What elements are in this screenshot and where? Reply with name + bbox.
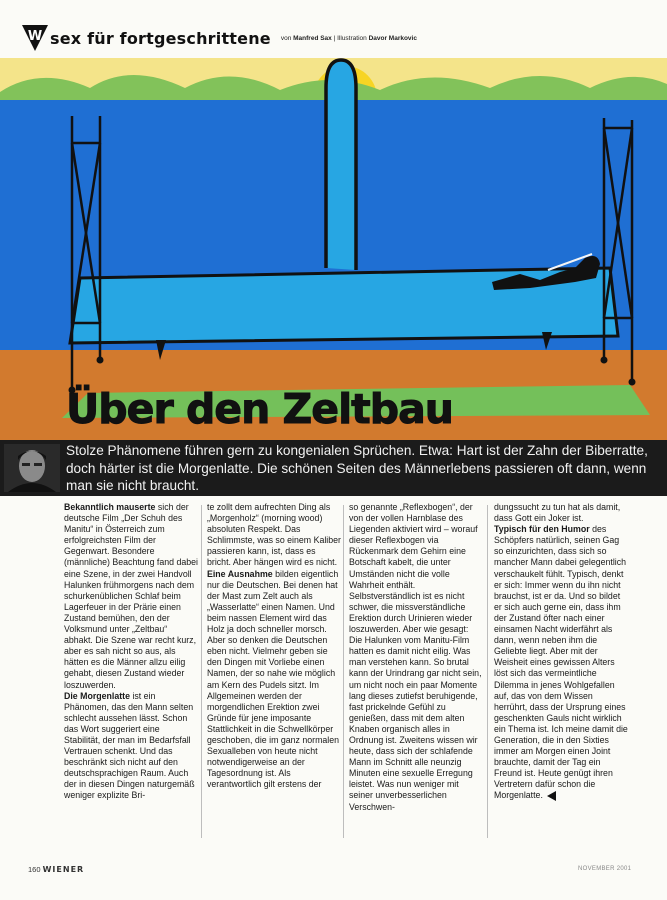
paragraph-lead: Die Morgenlatte <box>64 690 130 701</box>
paragraph-text: des Schöpfers natürlich, seinen Gag so einzurichten, dass sich so mancher Mann dabei gelegentlich verschaukelt fühlt. Typisch, denkt er sich: Immer wenn du ihn nicht brauchst, ist er da. Und so bildet er sich auch gerne ein, dass ihm der Zustand öfter nach einer einsamen Nacht widerfährt als dann, wenn neben ihm die Geliebte liegt. Aber mit der Weisheit eines gewissen Alters löst sich das vermeintliche Dilemma in jenes Wohlgefallen auf, das von dem Wissen herrührt, dass der Ursprung eines geschenkten Gauls nicht wirklich ein Thema ist. Ich meine damit die Generation, die in den Sixties immer am Morgen einen Joint brauchte, damit der Tag ein Freund ist. Heute genügt ihren Vertretern dafür schon die Morgenlatte. <box>494 524 628 801</box>
illustration-bed-scene <box>0 58 667 440</box>
credit-by-label: von <box>280 34 292 42</box>
rubric-header <box>22 24 417 52</box>
column-rule <box>201 505 202 838</box>
deck-text: Stolze Phänomene führen gern zu kongenialen Sprüchen. Etwa: Hart ist der Zahn der Biberratte, doch härter ist die Morgenlatte. Die schönen Seiten des Männerlebens passieren oft dann, wenn man sie nicht braucht. <box>66 443 648 493</box>
paragraph-text: bilden eigentlich nur die Deutschen. Bei denen hat der Mast zum Zelt auch als „Wasserlatte“ einen Namen. Und beim nassen Element wird das Holz ja doch schneller morsch. Aber so denken die Deutschen eben nicht. Vielmehr geben sie den Dingen mit Vorliebe einen Namen, der so nahe wie möglich am Kern des Pudels sitzt. Im Allgemeinen werden der morgendlichen Erektion zwei Gründe für jene imposante Stattlichkeit in die Schwellkörper geschoben, die im ganz normalen Sexualleben von heute nicht notwendigerweise an der Tagesordnung ist. Als verantwortlich gilt erstens der <box>207 568 340 790</box>
column-rule <box>487 505 488 838</box>
paragraph <box>64 691 198 802</box>
paragraph-lead: Typisch für den Humor <box>494 524 590 535</box>
column-rule <box>343 505 344 838</box>
tent-pole <box>326 60 356 270</box>
paragraph-lead: Bekanntlich mauserte <box>64 502 156 512</box>
headline: Über den Zeltbau <box>66 385 453 433</box>
paragraph <box>207 502 341 569</box>
paragraph-text: Selbstverständlich ist es nicht schwer, die missverständliche Erektion durch Urinieren wieder loszuwerden. Aber wie gesagt: Die Halunken vom Manitu-Film hatten es damit nicht eilig. Was man verstehen kann. So brutal kann der Urindrang gar nicht sein, um nicht noch ein paar Momente lang dieses zutiefst beruhigende, fast prickelnde Gefühl zu genießen, dass mit dem alten Knaben organisch alles in Ordnung ist. Zweitens wissen wir heute, dass sich der schlafende Mann im Schnitt alle neunzig Minuten eine sexuelle Erregung leistet. Was nun weniger mit seiner unverbesserlichen Verschwen- <box>349 590 482 812</box>
paragraph-lead: Eine Ausnahme <box>207 568 273 579</box>
illustrator-name: Davor Markovic <box>368 34 417 42</box>
paragraph <box>494 524 628 801</box>
page-number: 160 <box>28 865 41 874</box>
w-logo-icon <box>22 25 48 51</box>
body-column-4 <box>494 502 628 802</box>
svg-text:W: W <box>27 29 43 44</box>
author-portrait <box>4 444 60 492</box>
body-column-3 <box>349 502 483 813</box>
paragraph-text: so genannte „Reflexbogen“, der von der vollen Harnblase des Liegenden aktiviert wird – worauf dieser Reflexbogen via Rückenmark dem Gehirn eine Botschaft kabelt, die unter Umständen nicht die volle Wahrheit enthält. <box>349 502 478 590</box>
credit-separator: | <box>333 34 336 42</box>
body-column-2 <box>207 502 341 790</box>
paragraph <box>64 502 198 691</box>
paragraph-text: dungssucht zu tun hat als damit, dass Gott ein Joker ist. <box>494 502 621 524</box>
paragraph-text: ist ein Phänomen, das den Mann selten schlecht aussehen lässt. Schon das Wort suggeriert eine Stabilität, der man im Bedarfsfall Vertrauen schenkt. Und das beschränkt sich nicht auf den deutschsprachigen Raum. Auch der in diesen Dingen naturgemäß weniger explizite Bri- <box>64 690 195 801</box>
paragraph <box>349 591 483 813</box>
paragraph <box>494 502 628 524</box>
rubric-title: sex für fortgeschrittene <box>50 28 271 48</box>
footer-folio <box>28 865 84 874</box>
paragraph <box>349 502 483 591</box>
end-mark-icon <box>547 791 556 801</box>
paragraph-text: te zollt dem aufrechten Ding als „Morgenholz“ (morning wood) absoluten Respekt. Das Schlimmste, was so einem Kaliber passieren kann, ist, dass es bricht. Aber hängen wird es nicht. <box>207 502 341 568</box>
paragraph-text: sich der deutsche Film „Der Schuh des Manitu“ in Österreich zum erfolgreichsten Film der Gegenwart. Besondere (männliche) Beachtung fand dabei eine Szene, in der zwei Handvoll Halunken frühmorgens nach dem schurkenüblichen Schlaf beim Lagerfeuer in der Prärie einen Zustand bemühen, den der Volksmund unter „Zeltbau“ abhakt. Die Szene war recht kurz, aber es sah nicht so aus, als hätten es die Männer allzu eilig gehabt, diesen Zustand wieder loszuwerden. <box>64 502 198 690</box>
paragraph <box>207 569 341 791</box>
credit-illustration-label: Illustration <box>337 34 367 42</box>
footer-issue: NOVEMBER 2001 <box>578 866 632 872</box>
body-column-1 <box>64 502 198 802</box>
credits-line <box>281 35 417 42</box>
author-name: Manfred Sax <box>293 34 332 42</box>
magazine-name: WIENER <box>42 865 85 874</box>
